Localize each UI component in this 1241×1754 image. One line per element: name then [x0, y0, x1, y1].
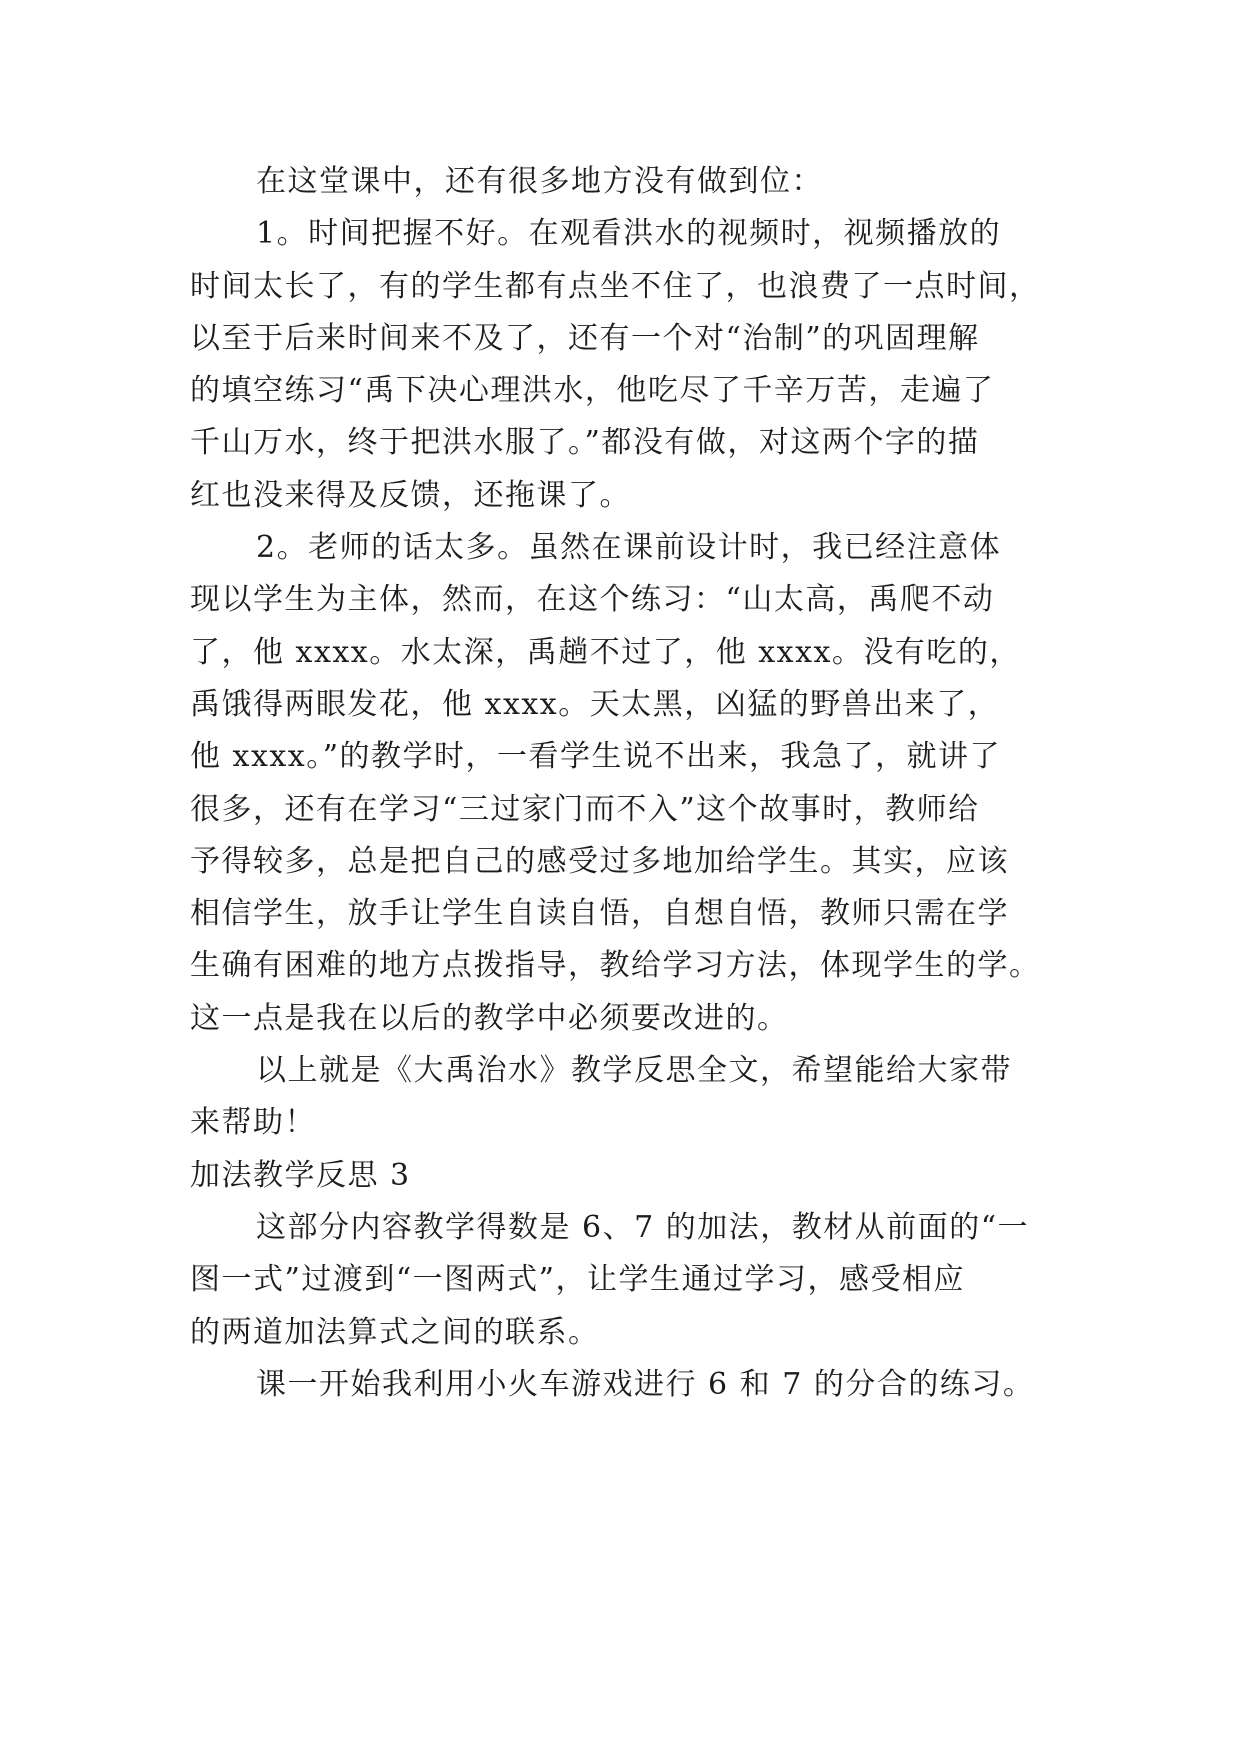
text-line: 在这堂课中，还有很多地方没有做到位： [256, 164, 823, 199]
text-line: 图一式”过渡到“一图两式”，让学生通过学习，感受相应 [190, 1262, 966, 1298]
paragraph-point-2 [190, 522, 1070, 1045]
text-line: 来帮助！ [190, 1105, 316, 1141]
text-line: 的填空练习“禹下决心理洪水，他吃尽了千辛万苦，走遍了 [190, 373, 995, 409]
text-line: 时间太长了，有的学生都有点坐不住了，也浪费了一点时间， [190, 268, 1041, 304]
text-line: 的两道加法算式之间的联系。 [190, 1314, 600, 1350]
text-line: 禹饿得两眼发花，他 xxxx。天太黑，凶猛的野兽出来了， [190, 686, 1000, 722]
paragraph-addition-intro [190, 1202, 1070, 1359]
text-line: 予得较多，总是把自己的感受过多地加给学生。其实，应该 [190, 843, 1009, 879]
text-line: 千山万水，终于把洪水服了。”都没有做，对这两个字的描 [190, 425, 980, 461]
paragraph-addition-start [190, 1359, 1070, 1411]
paragraph-closing [190, 1045, 1070, 1150]
text-line: 他 xxxx。”的教学时，一看学生说不出来，我急了，就讲了 [190, 739, 1002, 775]
text-line: 以上就是《大禹治水》教学反思全文，希望能给大家带 [256, 1053, 1012, 1089]
text-line: 1。时间把握不好。在观看洪水的视频时，视频播放的 [256, 216, 1002, 252]
section-heading [190, 1150, 1070, 1202]
text-line: 生确有困难的地方点拨指导，教给学习方法，体现学生的学。 [190, 948, 1041, 984]
document-body [190, 156, 1070, 1411]
text-line: 相信学生，放手让学生自读自悟，自想自悟，教师只需在学 [190, 896, 1009, 932]
text-line: 课一开始我利用小火车游戏进行 6 和 7 的分合的练习。 [256, 1366, 1035, 1402]
text-line: 这一点是我在以后的教学中必须要改进的。 [190, 1000, 789, 1036]
text-line: 了，他 xxxx。水太深，禹趟不过了，他 xxxx。没有吃的， [190, 634, 1021, 670]
text-line: 很多，还有在学习“三过家门而不入”这个故事时，教师给 [190, 791, 980, 827]
text-line: 现以学生为主体，然而，在这个练习：“山太高，禹爬不动 [190, 582, 995, 618]
text-line: 2。老师的话太多。虽然在课前设计时，我已经注意体 [256, 530, 1002, 566]
text-line: 这部分内容教学得数是 6、7 的加法，教材从前面的“一 [256, 1209, 1030, 1245]
text-line: 红也没来得及反馈，还拖课了。 [190, 477, 631, 513]
heading-text: 加法教学反思 3 [190, 1157, 411, 1193]
paragraph-point-1 [190, 208, 1070, 522]
paragraph-intro [190, 156, 1070, 208]
text-line: 以至于后来时间来不及了，还有一个对“治制”的巩固理解 [190, 320, 980, 356]
